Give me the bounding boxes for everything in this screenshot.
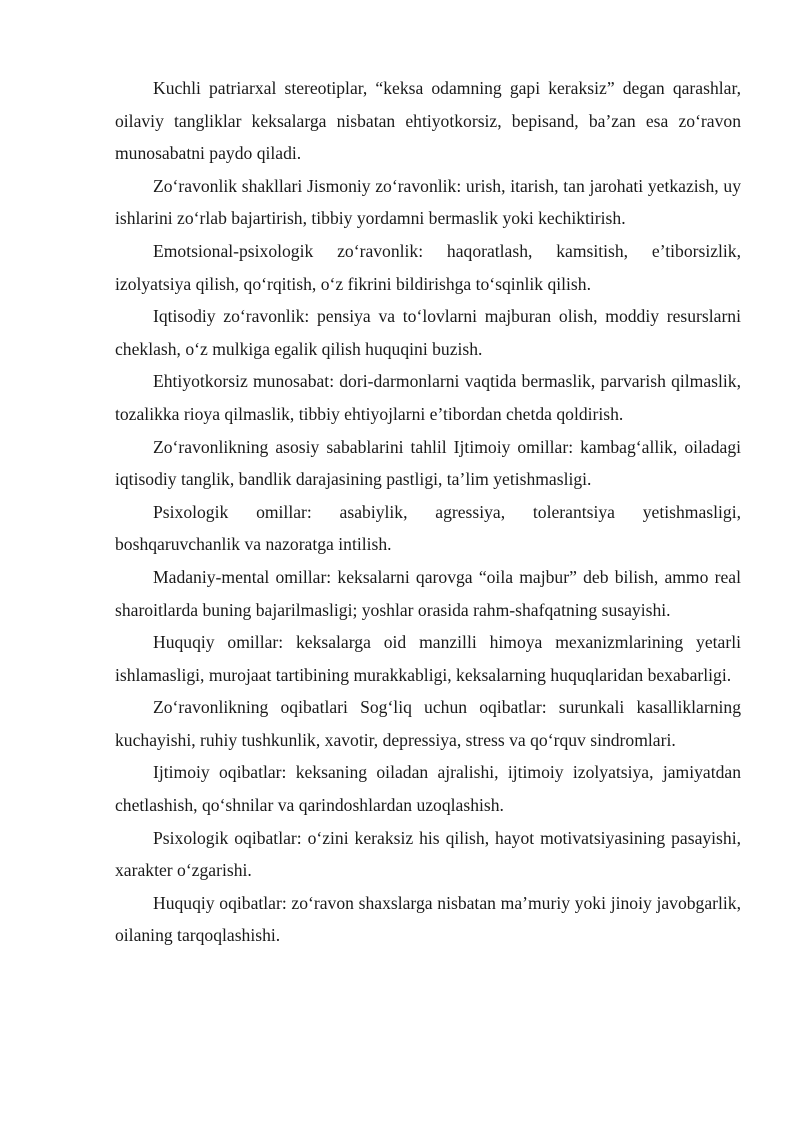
paragraph-health-consequences: Zo‘ravonlikning oqibatlari Sog‘liq uchun oqibatlar: surunkali kasalliklarning kuchayishi, ruhiy tushkunlik, xavotir, depressiya, stress va qo‘rquv sindromlari. [115,697,741,750]
paragraph-emotional-violence: Emotsional-psixologik zo‘ravonlik: haqoratlash, kamsitish, e’tiborsizlik, izolyatsiya qilish, qo‘rqitish, o‘z fikrini bildirishga to‘sqinlik qilish. [115,240,741,294]
paragraph-economic-violence: Iqtisodiy zo‘ravonlik: pensiya va to‘lovlarni majburan olish, moddiy resurslarni cheklash, o‘z mulkiga egalik qilish huquqini buzish. [115,306,741,359]
paragraph-neglect: Ehtiyotkorsiz munosabat: dori-darmonlarni vaqtida bermaslik, parvarish qilmaslik, tozalikka rioya qilmaslik, tibbiy ehtiyojlarni e’tibordan chetda qoldirish. [115,371,741,424]
paragraph-social-factors: Zo‘ravonlikning asosiy sabablarini tahlil Ijtimoiy omillar: kambag‘allik, oiladagi iqtisodiy tanglik, bandlik darajasining pastligi, ta’lim yetishmasligi. [115,436,741,490]
paragraph-cultural-factors: Madaniy-mental omillar: keksalarni qarovga “oila majbur” deb bilish, ammo real sharoitlarda buning bajarilmasligi; yoshlar orasida rahm-shafqatning susayishi. [115,566,741,620]
document-body [115,72,741,952]
paragraph-physical-violence: Zo‘ravonlik shakllari Jismoniy zo‘ravonlik: urish, itarish, tan jarohati yetkazish, uy ishlarini zo‘rlab bajartirish, tibbiy yordamni bermaslik yoki kechiktirish. [115,175,741,229]
paragraph-psychological-consequences: Psixologik oqibatlar: o‘zini keraksiz his qilish, hayot motivatsiyasining pasayishi, xarakter o‘zgarishi. [115,827,741,881]
paragraph-patriarchal-stereotypes: Kuchli patriarxal stereotiplar, “keksa odamning gapi keraksiz” degan qarashlar, oilaviy tangliklar keksalarga nisbatan ehtiyotkorsiz, bepisand, ba’zan esa zo‘ravon munosabatni paydo qiladi. [115,78,741,164]
paragraph-psychological-factors: Psixologik omillar: asabiylik, agressiya, tolerantsiya yetishmasligi, boshqaruvchanlik va nazoratga intilish. [115,501,741,555]
paragraph-legal-consequences: Huquqiy oqibatlar: zo‘ravon shaxslarga nisbatan ma’muriy yoki jinoiy javobgarlik, oilaning tarqoqlashishi. [115,892,741,946]
paragraph-social-consequences: Ijtimoiy oqibatlar: keksaning oiladan ajralishi, ijtimoiy izolyatsiya, jamiyatdan chetlashish, qo‘shnilar va qarindoshlardan uzoqlashish. [115,762,741,816]
paragraph-legal-factors: Huquqiy omillar: keksalarga oid manzilli himoya mexanizmlarining yetarli ishlamasligi, murojaat tartibining murakkabligi, keksalarning huquqlaridan bexabarligi. [115,632,741,685]
